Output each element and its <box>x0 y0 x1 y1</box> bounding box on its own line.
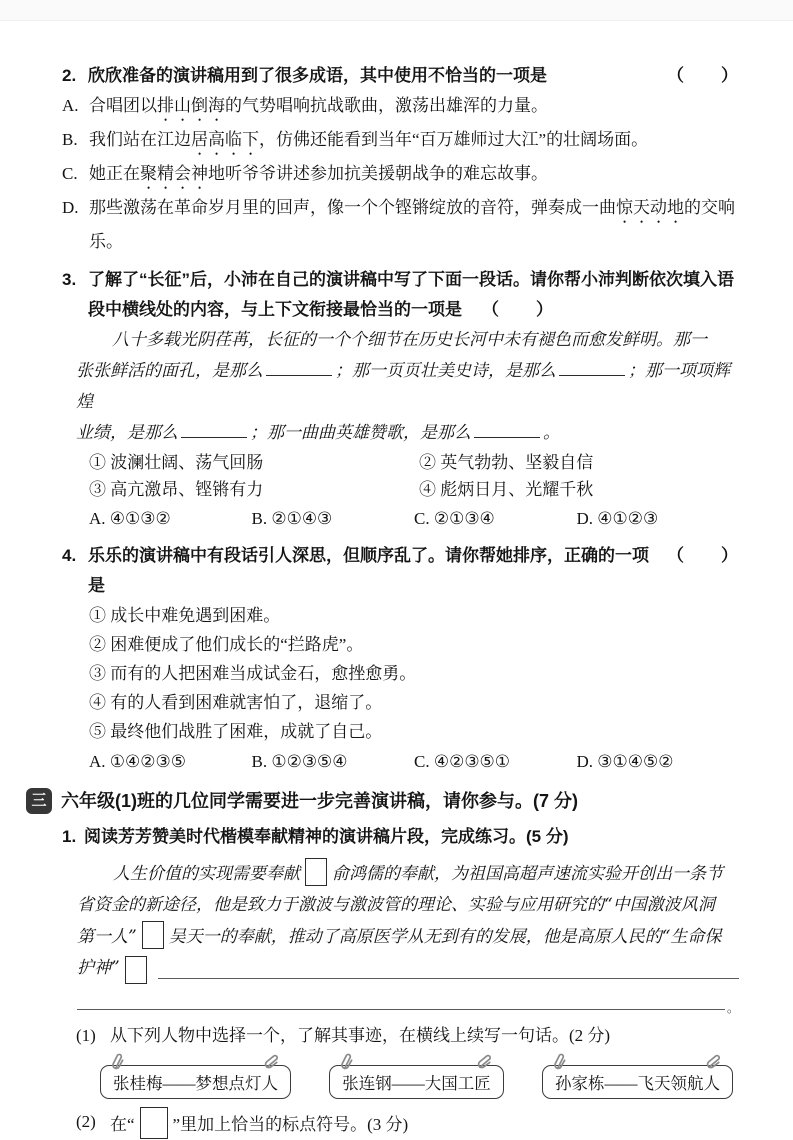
paperclip-icon <box>704 1052 724 1072</box>
answer-option-b: B. ①②③⑤④ <box>251 752 348 771</box>
question-2-answer-bracket[interactable]: （ ） <box>667 66 739 85</box>
answer-option-a: A. ④①③② <box>89 509 171 528</box>
person-tag-2 <box>329 1065 504 1099</box>
paperclip-icon <box>107 1051 128 1072</box>
excerpt-text: 俞鸿儒的奉献，为祖国高超声速流实验开创出一条节 <box>332 864 723 884</box>
question-2-number: 2. <box>62 66 77 85</box>
option-label: A. <box>62 96 79 115</box>
question-4 <box>62 541 739 776</box>
sentence-item-4: ④ 有的人看到困难就害怕了，退缩了。 <box>89 693 383 712</box>
emphasized-idiom: 聚精会神 <box>140 164 208 183</box>
person-tag-text: 张连钢——大国工匠 <box>342 1074 491 1093</box>
answer-option-d: D. ③①④⑤② <box>576 752 674 771</box>
sub-question-1-1 <box>76 1021 739 1051</box>
excerpt-text: 第一人” <box>77 927 137 947</box>
passage-text: 张张鲜活的面孔，是那么 <box>76 361 263 381</box>
paperclip-icon <box>262 1052 282 1072</box>
person-tags-row <box>100 1065 733 1099</box>
excerpt-line <box>77 953 739 984</box>
question-3-stem-text: 了解了“长征”后，小沛在自己的演讲稿中写了下面一段话。请你帮小沛判断依次填入语段中横线处的内容，与上下文衔接最恰当的一项是 <box>88 270 734 319</box>
question-3 <box>62 265 739 533</box>
choice-item-1: ① 波澜壮阔、荡气回肠 <box>89 453 264 472</box>
sub-question-1-2 <box>76 1107 739 1140</box>
punctuation-box-3[interactable] <box>125 956 147 984</box>
writing-line-2[interactable] <box>77 1009 725 1010</box>
person-tag-3 <box>542 1065 733 1099</box>
person-tag-text: 张桂梅——梦想点灯人 <box>113 1074 278 1093</box>
question-4-answers <box>89 748 739 776</box>
writing-line-1[interactable] <box>158 978 739 979</box>
sentence-item-3: ③ 而有的人把困难当成试金石，愈挫愈勇。 <box>89 664 417 683</box>
option-label: D. <box>62 198 79 217</box>
question-3-choices <box>89 449 739 503</box>
passage-line: 八十多载光阴荏苒，长征的一个个细节在历史长河中未有褪色而愈发鲜明。那一 <box>112 330 707 350</box>
sub-question-number: 1. <box>62 827 77 846</box>
section-three <box>31 786 739 1140</box>
passage-text: ；那一项项辉煌 <box>76 361 730 412</box>
option-label: C. <box>62 164 78 183</box>
sub-question-label: (1) <box>76 1026 96 1045</box>
punctuation-box-1[interactable] <box>305 858 327 886</box>
excerpt-text: 护神” <box>77 958 120 978</box>
question-3-stem <box>88 265 739 325</box>
fill-in-blank-2[interactable] <box>559 372 625 376</box>
excerpt-text: 吴天一的奉献，推动了高原医学从无到有的发展，他是高原人民的“生命保 <box>168 927 722 947</box>
emphasized-idiom: 惊天动地 <box>616 198 684 217</box>
page-top-strip <box>0 0 793 21</box>
excerpt-line <box>77 921 739 953</box>
answer-option-c: C. ④②③⑤① <box>414 752 511 771</box>
passage-line <box>76 356 739 418</box>
section-question-1 <box>62 822 739 852</box>
worksheet-page <box>0 21 793 1140</box>
question-2 <box>62 61 739 257</box>
question-2-option-a <box>62 91 739 125</box>
choice-item-4: ④ 彪炳日月、光耀千秋 <box>419 480 594 499</box>
answer-option-d: D. ④①②③ <box>576 509 659 528</box>
option-text: 合唱团以 <box>89 96 157 115</box>
person-tag-1 <box>100 1065 291 1099</box>
excerpt-text: 人生价值的实现需要奉献 <box>113 864 300 884</box>
passage-text: ；那一曲曲英雄赞歌，是那么 <box>250 423 471 443</box>
passage-line <box>76 418 739 449</box>
option-text: 的气势唱响抗战歌曲，激荡出雄浑的力量。 <box>225 96 548 115</box>
section-number-badge: 三 <box>26 788 52 814</box>
question-4-number: 4. <box>62 546 77 565</box>
writing-line-row <box>77 984 739 1015</box>
paperclip-icon <box>336 1051 357 1072</box>
option-text: 她正在 <box>89 164 140 183</box>
answer-option-b: B. ②①④③ <box>251 509 333 528</box>
sub-question-text: ”里加上恰当的标点符号。(3 分) <box>172 1115 409 1134</box>
option-label: B. <box>62 130 78 149</box>
question-4-stem: 乐乐的演讲稿中有段话引人深思，但顺序乱了。请你帮她排序，正确的一项是 <box>88 546 649 595</box>
question-2-stem: 欣欣准备的演讲稿用到了很多成语，其中使用不恰当的一项是 <box>88 66 547 85</box>
passage-text: 业绩，是那么 <box>76 423 178 443</box>
person-tag-text: 孙家栋——飞天领航人 <box>555 1074 720 1093</box>
choice-item-2: ② 英气勃勃、坚毅自信 <box>419 453 594 472</box>
question-3-answer-bracket[interactable]: （ ） <box>482 300 554 319</box>
punctuation-box-answer[interactable] <box>140 1107 168 1139</box>
punctuation-box-2[interactable] <box>142 921 164 949</box>
passage-text: ；那一页页壮美史诗，是那么 <box>335 361 556 381</box>
sentence-item-1: ① 成长中难免遇到困难。 <box>89 606 281 625</box>
answer-option-c: C. ②①③④ <box>414 509 495 528</box>
paperclip-icon <box>474 1052 494 1072</box>
sub-question-stem: 阅读芳芳赞美时代楷模奉献精神的演讲稿片段，完成练习。(5 分) <box>84 827 569 846</box>
choice-item-3: ③ 高亢激昂、铿锵有力 <box>89 480 264 499</box>
question-3-passage <box>76 325 739 449</box>
excerpt-line: 省资金的新途径，他是致力于激波与激波管的理论、实验与应用研究的“中国激波风洞 <box>77 895 715 915</box>
question-2-option-b <box>62 125 739 159</box>
option-text: 地听爷爷讲述参加抗美援朝战争的难忘故事。 <box>208 164 548 183</box>
sentence-item-5: ⑤ 最终他们战胜了困难，成就了自己。 <box>89 722 383 741</box>
fill-in-blank-4[interactable] <box>474 434 540 438</box>
period-mark: 。 <box>726 1001 739 1015</box>
option-text: ，仿佛还能看到当年“百万雄师过大江”的壮阔场面。 <box>259 130 649 149</box>
question-2-option-d <box>62 193 739 257</box>
option-text: 那些激荡在革命岁月里的回声，像一个个铿锵绽放的音符，弹奏成一曲 <box>89 198 616 217</box>
sub-question-text: 在“ <box>110 1115 135 1134</box>
excerpt-line <box>77 858 739 890</box>
sub-question-text: 从下列人物中选择一个，了解其事迹，在横线上续写一句话。(2 分) <box>110 1026 611 1045</box>
question-4-answer-bracket[interactable]: （ ） <box>667 546 739 565</box>
answer-option-a: A. ①④②③⑤ <box>89 752 186 771</box>
speech-excerpt <box>77 858 739 984</box>
emphasized-idiom: 居高临下 <box>191 130 259 149</box>
passage-text: 。 <box>543 423 560 443</box>
emphasized-idiom: 排山倒海 <box>157 96 225 115</box>
sub-question-label: (2) <box>76 1112 96 1131</box>
fill-in-blank-3[interactable] <box>181 434 247 438</box>
option-text: 的交响乐。 <box>89 198 735 251</box>
question-2-option-c <box>62 159 739 193</box>
sentence-item-2: ② 困难便成了他们成长的“拦路虎”。 <box>89 635 364 654</box>
section-three-heading-row <box>26 786 739 816</box>
question-3-number: 3. <box>62 270 77 289</box>
fill-in-blank-1[interactable] <box>266 372 332 376</box>
option-text: 我们站在江边 <box>89 130 191 149</box>
section-heading: 六年级(1)班的几位同学需要进一步完善演讲稿，请你参与。(7 分) <box>61 791 578 811</box>
paperclip-icon <box>549 1051 570 1072</box>
question-3-answers <box>89 505 739 533</box>
